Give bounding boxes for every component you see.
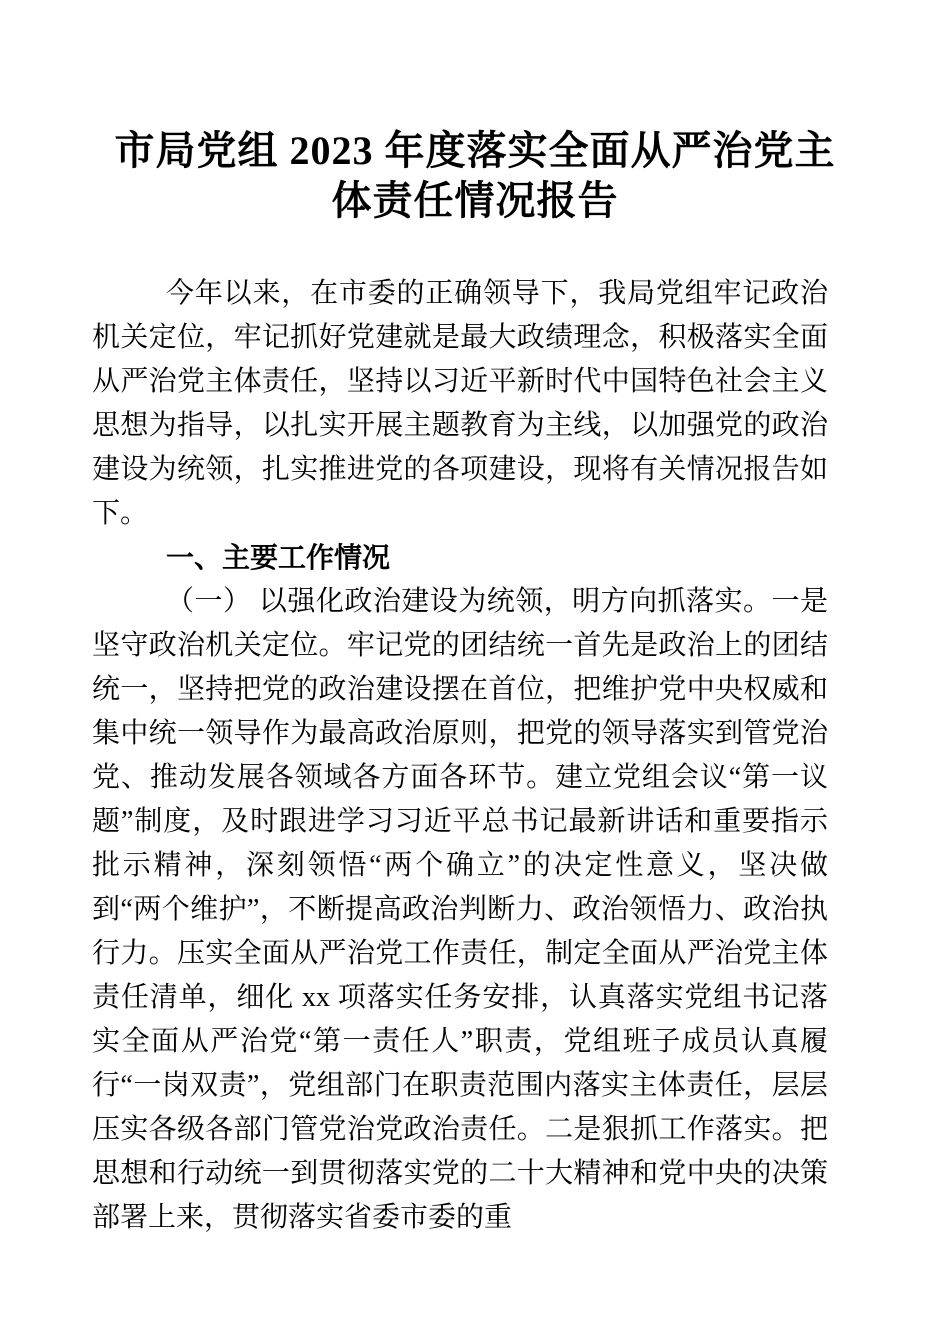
intro-paragraph: 今年以来，在市委的正确领导下，我局党组牢记政治机关定位，牢记抓好党建就是最大政绩理念，积极落实全面从严治党主体责任，坚持以习近平新时代中国特色社会主义思想为指导，以扎实开展主题教育为主线，以加强党的政治建设为统领，扎实推进党的各项建设，现将有关情况报告如下。: [92, 278, 828, 529]
section-body-paragraph: （一） 以强化政治建设为统领，明方向抓落实。一是坚守政治机关定位。牢记党的团结统一首先是政治上的团结统一，坚持把党的政治建设摆在首位，把维护党中央权威和集中统一领导作为最高政治原则，把党的领导落实到管党治党、推动发展各领域各方面各环节。建立党组会议“第一议题”制度，及时跟进学习习近平总书记最新讲话和重要指示批示精神，深刻领悟“两个确立”的决定性意义，坚决做到“两个维护”，不断提高政治判断力、政治领悟力、政治执行力。压实全面从严治党工作责任，制定全面从严治党主体责任清单，细化 xx 项落实任务安排，认真落实党组书记落实全面从严治党“第一责任人”职责，党组班子成员认真履行“一岗双责”，党组部门在职责范围内落实主体责任，层层压实各级各部门管党治党政治责任。二是狠抓工作落实。把思想和行动统一到贯彻落实党的二十大精神和党中央的决策部署上来，贯彻落实省委市委的重: [92, 586, 828, 1233]
document-body: [92, 272, 828, 1240]
section-heading-main-work: 一、主要工作情况: [166, 542, 391, 573]
document-title: 市局党组 2023 年度落实全面从严治党主体责任情况报告: [114, 128, 836, 223]
